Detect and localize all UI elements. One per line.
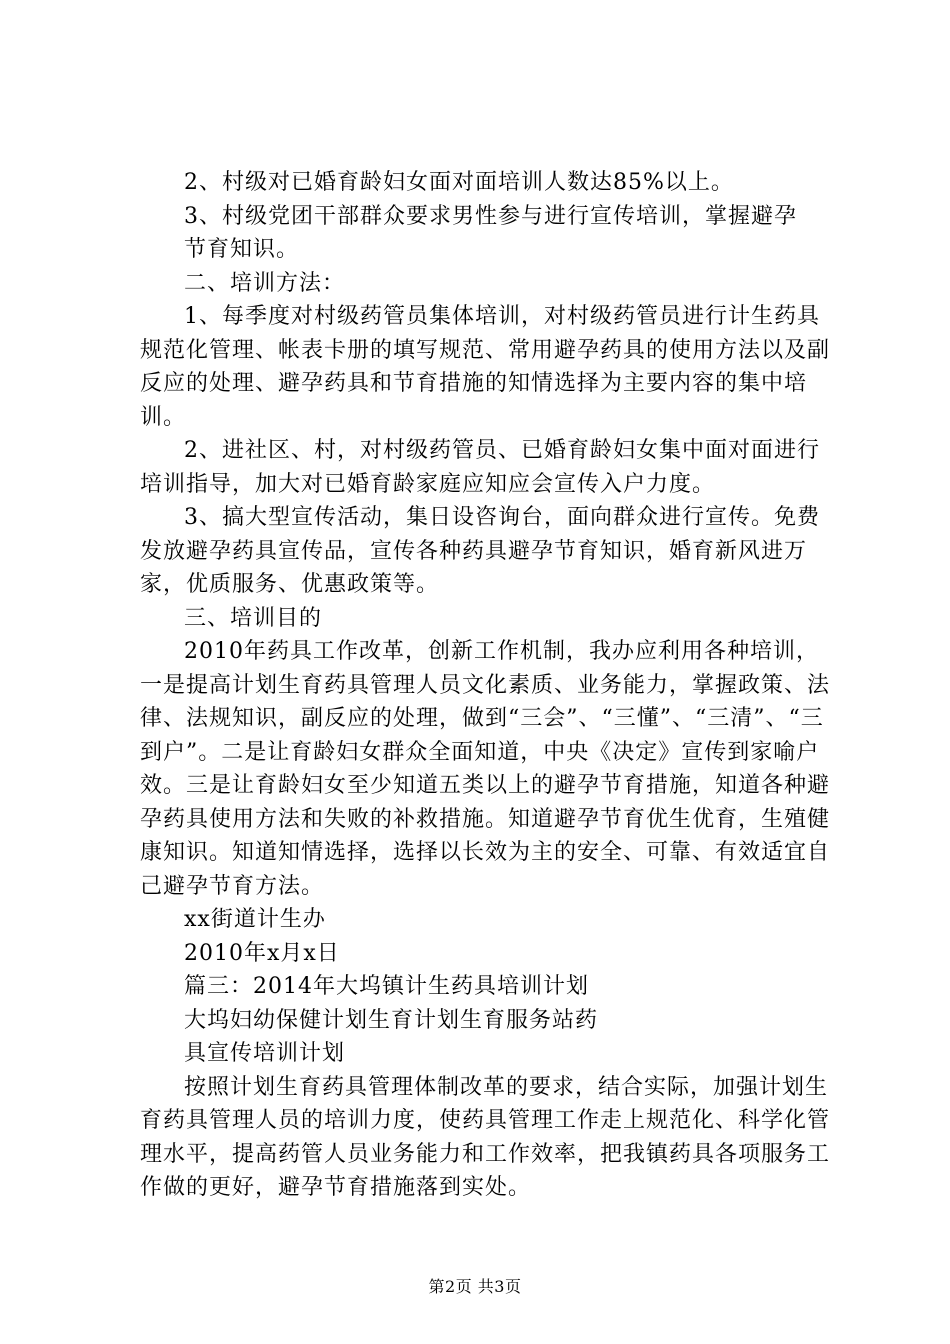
paragraph-item-2: 2、村级对已婚育龄妇女面对面培训人数达85%以上。 — [184, 170, 734, 195]
paragraph-method-2: 2、进社区、村，对村级药管员、已婚育龄妇女集中面对面进行培训指导，加大对已婚育龄家庭应知应会宣传入户力度。 — [140, 438, 820, 497]
paragraph-continuation: 节育知识。 — [184, 237, 300, 262]
section-heading-goals: 三、培训目的 — [184, 605, 323, 631]
plan-title-line-1: 大坞妇幼保健计划生育计划生育服务站药 — [184, 1007, 599, 1033]
paragraph-item-3: 3、村级党团干部群众要求男性参与进行宣传培训，掌握避孕 — [184, 203, 797, 229]
chapter-title: 篇三：2014年大坞镇计生药具培训计划 — [184, 974, 589, 999]
page-number: 第2页 共3页 — [428, 1277, 522, 1296]
section-heading-methods: 二、培训方法： — [184, 270, 346, 296]
paragraph-goals: 2010年药具工作改革，创新工作机制，我办应利用各种培训，一是提高计划生育药具管理人员文化素质、业务能力，掌握政策、法律、法规知识，副反应的处理，做到“三会”、“三懂”、“三清”、“三到户”。二是让育龄妇女群众全面知道，中央《决定》宣传到家喻户效。三是让育龄妇女至少知道五类以上的避孕节育措施，知道各种避孕药具使用方法和失败的补救措施。知道避孕节育优生优育，生殖健康知识。知道知情选择，选择以长效为主的安全、可靠、有效适宜自己避孕节育方法。 — [140, 639, 831, 899]
paragraph-intro: 按照计划生育药具管理体制改革的要求，结合实际，加强计划生育药具管理人员的培训力度，使药具管理工作走上规范化、科学化管理水平，提高药管人员业务能力和工作效率，把我镇药具各项服务工作做的更好，避孕节育措施落到实处。 — [140, 1074, 831, 1200]
signature-office: xx街道计生办 — [184, 907, 326, 932]
signature-date: 2010年x月x日 — [184, 940, 340, 966]
plan-title-line-2: 具宣传培训计划 — [184, 1041, 346, 1066]
paragraph-method-3: 3、搞大型宣传活动，集日设咨询台，面向群众进行宣传。免费发放避孕药具宣传品，宣传各种药具避孕节育知识，婚育新风进万家，优质服务、优惠政策等。 — [140, 505, 820, 597]
document-body — [140, 166, 840, 1205]
paragraph-method-1: 1、每季度对村级药管员集体培训，对村级药管员进行计生药具规范化管理、帐表卡册的填写规范、常用避孕药具的使用方法以及副反应的处理、避孕药具和节育措施的知情选择为主要内容的集中培训。 — [140, 304, 831, 430]
